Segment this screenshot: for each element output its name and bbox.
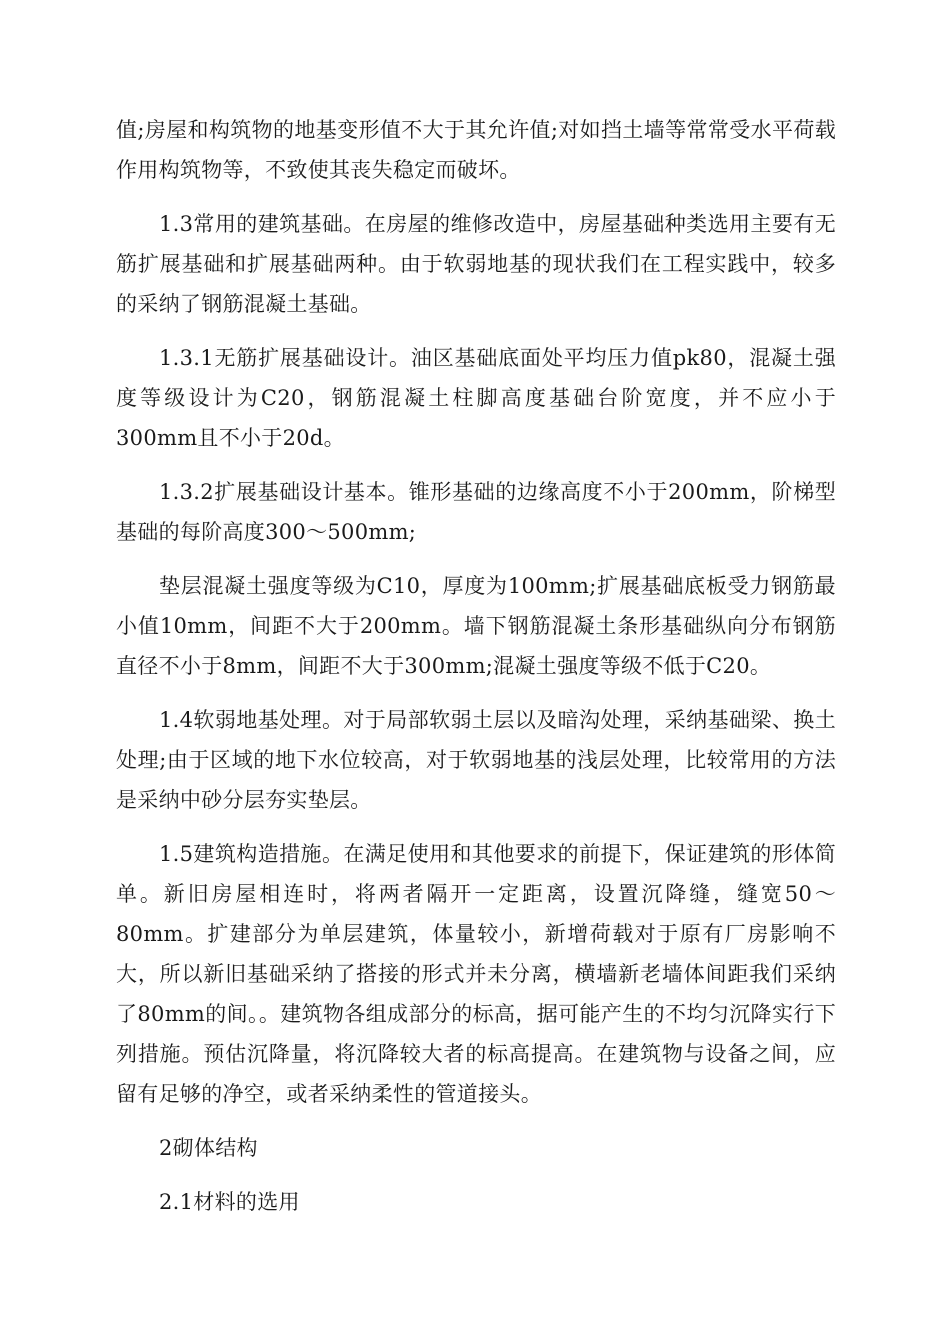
paragraph-continuation: 值;房屋和构筑物的地基变形值不大于其允许值;对如挡土墙等常常受水平荷载作用构筑物等，不致使其丧失稳定而破坏。 <box>116 118 836 182</box>
paragraph-section-1-3-1: 1.3.1无筋扩展基础设计。油区基础底面处平均压力值pk80，混凝土强度等级设计为C20，钢筋混凝土柱脚高度基础台阶宽度，并不应小于300mm且不小于20d。 <box>116 346 836 450</box>
paragraph-section-1-5: 1.5建筑构造措施。在满足使用和其他要求的前提下，保证建筑的形体简单。新旧房屋相连时，将两者隔开一定距离，设置沉降缝，缝宽50～80mm。扩建部分为单层建筑，体量较小，新增荷载对于原有厂房影响不大，所以新旧基础采纳了搭接的形式并未分离，横墙新老墙体间距我们采纳了80mm的间。。建筑物各组成部分的标高，据可能产生的不均匀沉降实行下列措施。预估沉降量，将沉降较大者的标高提高。在建筑物与设备之间，应留有足够的净空，或者采纳柔性的管道接头。 <box>116 842 836 1106</box>
paragraph-cushion-layer: 垫层混凝土强度等级为C10，厚度为100mm;扩展基础底板受力钢筋最小值10mm，间距不大于200mm。墙下钢筋混凝土条形基础纵向分布钢筋直径不小于8mm，间距不大于300mm;混凝土强度等级不低于C20。 <box>116 574 836 678</box>
paragraph-section-1-4: 1.4软弱地基处理。对于局部软弱土层以及暗沟处理，采纳基础梁、换土处理;由于区域的地下水位较高，对于软弱地基的浅层处理，比较常用的方法是采纳中砂分层夯实垫层。 <box>116 708 836 812</box>
heading-section-2-1: 2.1材料的选用 <box>159 1190 300 1214</box>
paragraph-section-1-3-2: 1.3.2扩展基础设计基本。锥形基础的边缘高度不小于200mm，阶梯型基础的每阶高度300～500mm; <box>116 480 836 544</box>
paragraph-section-1-3: 1.3常用的建筑基础。在房屋的维修改造中，房屋基础种类选用主要有无筋扩展基础和扩展基础两种。由于软弱地基的现状我们在工程实践中，较多的采纳了钢筋混凝土基础。 <box>116 212 836 316</box>
document-body <box>116 110 836 1236</box>
heading-section-2: 2砌体结构 <box>159 1136 258 1160</box>
